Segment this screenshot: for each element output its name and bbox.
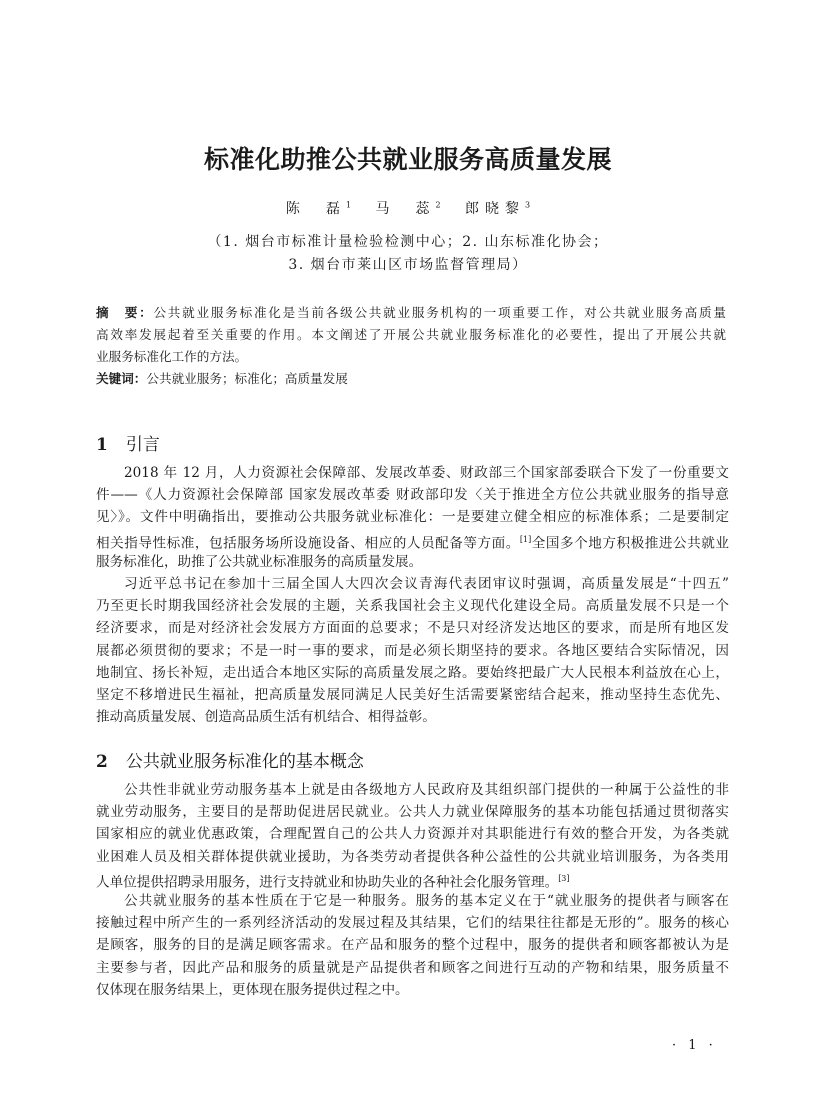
paper-title: 标准化助推公共就业服务高质量发展 <box>203 145 612 174</box>
paragraph-line: 相关指导性标准，包括服务场所设施设备、相应的人员配备等方面。[1]全国多个地方积极推进公共就业 <box>96 534 730 552</box>
paragraph-line: 仅体现在服务结果上，更体现在服务提供过程之中。 <box>96 981 409 998</box>
author-list <box>0 198 816 218</box>
section-1-body <box>96 462 729 728</box>
section-title: 引言 <box>125 435 160 455</box>
paragraph-line: 见〉》。文件中明确指出，要推动公共服务就业标准化：一是要建立健全相应的标准体系；二是要制定 <box>96 509 729 526</box>
section-title: 公共就业服务标准化的基本概念 <box>125 752 364 772</box>
paragraph-line: 推动高质量发展、创造高品质生活有机结合、相得益彰。 <box>96 709 436 726</box>
author <box>286 201 351 217</box>
abstract-label: 摘 要： <box>96 305 154 320</box>
author-name: 郎晓黎 <box>465 201 525 217</box>
paragraph-line: 地制宜、扬长补短，走出适合本地区实际的高质量发展之路。要始终把最广大人民根本利益放在心上， <box>96 664 729 681</box>
paragraph-line: 经济要求，而是对经济社会发展方方面面的总要求；不是只对经济发达地区的要求，而是所有地区发 <box>96 620 729 637</box>
section-number: 1 <box>96 435 108 455</box>
paragraph-line: 公共就业服务的基本性质在于它是一种服务。服务的基本定义在于“就业服务的提供者与顾客在 <box>124 892 729 909</box>
abstract-line: 业服务标准化工作的方法。 <box>96 349 248 364</box>
paragraph <box>96 573 729 728</box>
paragraph-line: 国家相应的就业优惠政策，合理配置自己的公共人力资源并对其职能进行有效的整合开发，为各类就 <box>96 826 729 843</box>
paragraph-line: 2018 年 12 月，人力资源社会保障部、发展改革委、财政部三个国家部委联合下发了一份重要文 <box>124 465 729 481</box>
paragraph-line: 是顾客，服务的目的是满足顾客需求。在产品和服务的整个过程中，服务的提供者和顾客都被认为是 <box>96 937 729 954</box>
affiliation-line: （1. 烟台市标准计量检验检测中心；2. 山东标准化协会； <box>207 234 609 250</box>
author <box>375 201 440 217</box>
citation-mark: [1] <box>519 534 532 544</box>
paragraph-line: 公共性非就业劳动服务基本上就是由各级地方人民政府及其组织部门提供的一种属于公益性的非 <box>124 782 729 798</box>
paragraph-line: 乃至更长时期我国经济社会发展的主题，关系我国社会主义现代化建设全局。高质量发展不只是一个 <box>96 598 729 615</box>
abstract-line: 公共就业服务标准化是当前各级公共就业服务机构的一项重要工作，对公共就业服务高质量 <box>153 305 727 320</box>
keywords-text: 公共就业服务；标准化；高质量发展 <box>146 371 348 386</box>
abstract-line: 高效率发展起着至关重要的作用。本文阐述了开展公共就业服务标准化的必要性，提出了开展公共就 <box>96 327 726 342</box>
paragraph-line: 坚定不移增进民生福祉，把高质量发展同满足人民美好生活需要紧密结合起来，推动坚持生态优先、 <box>96 686 729 703</box>
paragraph <box>96 890 729 1001</box>
paragraph-line: 件——《人力资源社会保障部 国家发展改革委 财政部印发〈关于推进全方位公共就业服务的指导意 <box>96 487 729 504</box>
author-affiliation-mark: 3 <box>525 200 531 210</box>
section-number: 2 <box>96 752 108 772</box>
author <box>465 201 530 217</box>
author-affiliation-mark: 2 <box>435 200 441 210</box>
affiliation-line: 3. 烟台市莱山区市场监督管理局） <box>288 257 528 273</box>
paragraph-line: 接触过程中所产生的一系列经济活动的发展过程及其结果，它们的结果往往都是无形的”。服务的核心 <box>96 915 729 932</box>
section-2-body <box>96 779 729 1001</box>
paragraph-line: 展都必须贯彻的要求；不是一时一事的要求，而是必须长期坚持的要求。各地区要结合实际情况，因 <box>96 642 729 659</box>
paragraph-line: 就业劳动服务，主要目的是帮助促进居民就业。公共人力就业保障服务的基本功能包括通过贯彻落实 <box>96 804 729 821</box>
page-number: · 1 · <box>672 1038 717 1053</box>
paragraph-line: 人单位提供招聘录用服务，进行支持就业和协助失业的各种社会化服务管理。[3] <box>96 873 570 891</box>
keywords-label: 关键词： <box>96 371 147 386</box>
section-heading <box>96 430 160 455</box>
paragraph <box>96 462 729 573</box>
author-name: 马 蕊 <box>375 201 436 217</box>
citation-mark: [3] <box>558 873 570 883</box>
paragraph-line: 习近平总书记在参加十三届全国人大四次会议青海代表团审议时强调，高质量发展是“十四五” <box>124 575 729 592</box>
section-heading <box>96 747 364 772</box>
author-affiliation-mark: 1 <box>345 200 351 210</box>
paragraph <box>96 779 729 890</box>
paragraph-line: 业困难人员及相关群体提供就业援助，为各类劳动者提供各种公益性的公共就业培训服务，为各类用 <box>96 848 729 865</box>
author-name: 陈 磊 <box>285 201 346 217</box>
abstract <box>96 302 726 390</box>
keywords <box>96 368 726 390</box>
paragraph-line: 服务标准化，助推了公共就业标准服务的高质量发展。 <box>96 553 423 570</box>
paragraph-line: 主要参与者，因此产品和服务的质量就是产品提供者和顾客之间进行互动的产物和结果，服务质量不 <box>96 959 729 976</box>
